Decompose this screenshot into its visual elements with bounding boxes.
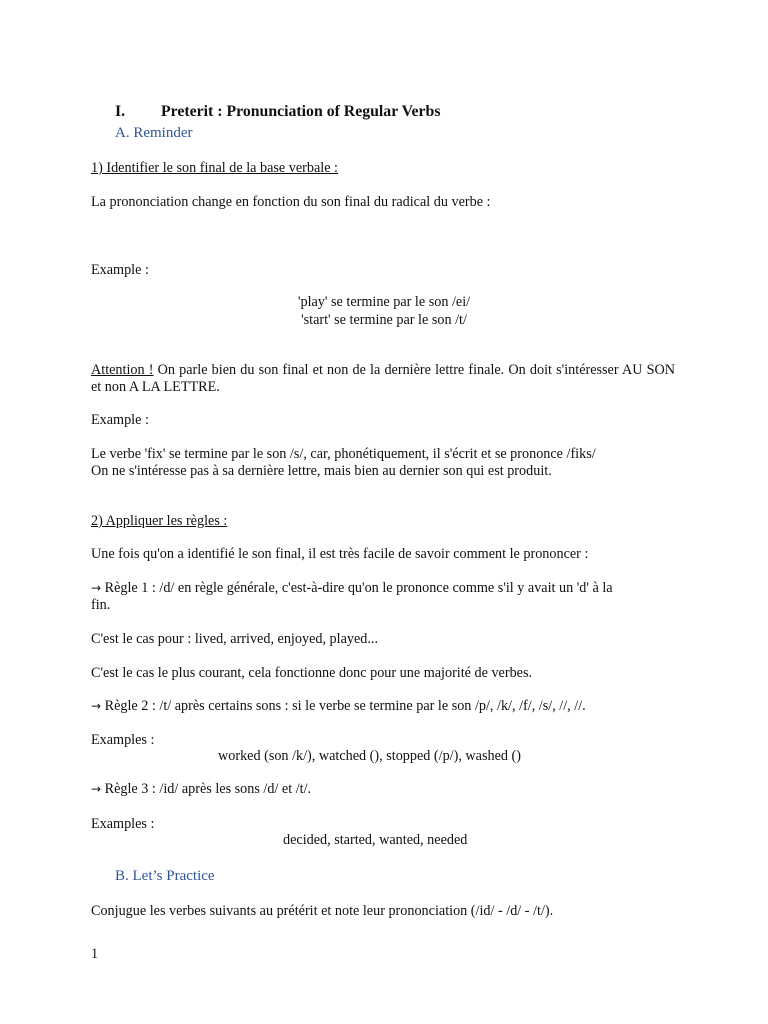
heading-number: I. bbox=[115, 103, 126, 120]
step1-title: 1) Identifier le son final de la base verbale : bbox=[91, 160, 338, 176]
examples-label-3: Examples : bbox=[91, 816, 155, 832]
step2-intro: Une fois qu'on a identifié le son final, il est très facile de savoir comment le prononcer : bbox=[91, 546, 589, 562]
rule1-line-2: fin. bbox=[91, 597, 111, 613]
fix-line-2: On ne s'intéresse pas à sa dernière lettre, mais bien au dernier son qui est produit. bbox=[91, 463, 552, 479]
example-line-play: 'play' se termine par le son /ei/ bbox=[297, 294, 471, 310]
rule3-line bbox=[91, 781, 311, 798]
attention-paragraph bbox=[91, 362, 675, 396]
rule3-text: Règle 3 : /id/ après les sons /d/ et /t/. bbox=[101, 781, 312, 797]
common-line: C'est le cas le plus courant, cela fonctionne donc pour une majorité de verbes. bbox=[91, 665, 533, 681]
attention-text: On parle bien du son final et non de la dernière lettre finale. On doit s'intéresser AU SON et non A LA LETTRE. bbox=[91, 362, 675, 395]
step2-title: 2) Appliquer les règles : bbox=[91, 513, 228, 529]
example2-label: Example : bbox=[91, 412, 149, 428]
fix-line-1: Le verbe 'fix' se termine par le son /s/, car, phonétiquement, il s'écrit et se prononce /fiks/ bbox=[91, 446, 596, 462]
example-label: Example : bbox=[91, 262, 149, 278]
section-a-heading: A. Reminder bbox=[115, 125, 193, 141]
arrow-right-icon: → bbox=[91, 782, 102, 796]
main-heading bbox=[115, 103, 441, 121]
cases-line: C'est le cas pour : lived, arrived, enjoyed, played... bbox=[91, 631, 379, 647]
rule3-examples: decided, started, wanted, needed bbox=[283, 832, 468, 848]
practice-text: Conjugue les verbes suivants au prétérit et note leur prononciation (/id/ - /d/ - /t/). bbox=[91, 903, 554, 919]
attention-label: Attention ! bbox=[91, 362, 154, 378]
rule1-line-1 bbox=[91, 580, 613, 597]
arrow-right-icon: → bbox=[91, 581, 102, 595]
rule2-line bbox=[91, 698, 586, 715]
page-number: 1 bbox=[91, 946, 99, 962]
rule2-text: Règle 2 : /t/ après certains sons : si le verbe se termine par le son /p/, /k/, /f/, /s/, //, //. bbox=[101, 698, 586, 714]
step1-text: La prononciation change en fonction du son final du radical du verbe : bbox=[91, 194, 491, 210]
rule1-text: Règle 1 : /d/ en règle générale, c'est-à-dire qu'on le prononce comme s'il y avait un 'd' à la bbox=[101, 580, 613, 596]
arrow-right-icon: → bbox=[91, 699, 102, 713]
heading-title: Preterit : Pronunciation of Regular Verbs bbox=[161, 103, 441, 120]
examples-label-2: Examples : bbox=[91, 732, 155, 748]
example-line-start: 'start' se termine par le son /t/ bbox=[301, 312, 467, 328]
rule2-examples: worked (son /k/), watched (), stopped (/p/), washed () bbox=[218, 748, 521, 764]
section-b-heading: B. Let’s Practice bbox=[115, 868, 215, 884]
